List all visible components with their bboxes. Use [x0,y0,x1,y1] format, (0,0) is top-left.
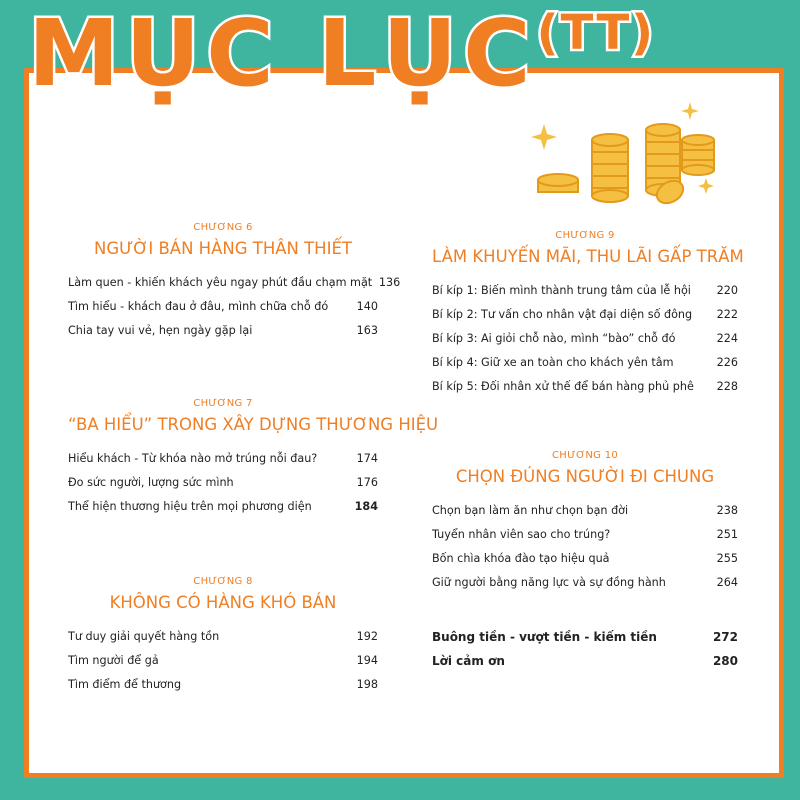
toc-entry[interactable] [68,452,378,476]
entry-page: 174 [356,452,378,465]
toc-entry[interactable] [68,500,378,524]
toc-entry[interactable] [68,630,378,654]
entry-page: 136 [378,276,401,289]
toc-entry[interactable] [432,528,738,552]
toc-entry[interactable] [432,630,738,654]
entry-page: 220 [716,284,738,297]
entry-page: 264 [716,576,738,589]
chapter-6-section [68,222,401,348]
entry-text: Bí kíp 2: Tư vấn cho nhân vật đại diện số đông [432,308,693,321]
chapter-label: CHƯƠNG 7 [193,398,253,409]
entry-page: 251 [716,528,738,541]
entry-page: 238 [716,504,738,517]
chapter-label: CHƯƠNG 10 [551,450,619,461]
chapter-8-section [68,576,378,702]
entry-page: 280 [712,654,738,668]
chapter-9-section [432,230,744,404]
entry-page: 228 [716,380,738,393]
toc-entry[interactable] [432,332,738,356]
chapter-title: LÀM KHUYẾN MÃI, THU LÃI GẤP TRĂM [432,247,744,266]
chapter-label: CHƯƠNG 9 [555,230,615,241]
entry-text: Buông tiền - vượt tiền - kiếm tiền [432,630,657,644]
toc-entry[interactable] [68,678,378,702]
entry-text: Tư duy giải quyết hàng tồn [68,630,220,643]
entry-page: 184 [354,500,378,513]
entry-text: Bí kíp 5: Đối nhân xử thế để bán hàng phủ phê [432,380,694,393]
extras-section [432,630,738,678]
toc-entry[interactable] [432,284,738,308]
title-main: MỤC LỤC [28,0,537,107]
toc-entry[interactable] [68,476,378,500]
chapter-7-section [68,398,439,524]
chapter-title: NGƯỜI BÁN HÀNG THÂN THIẾT [94,239,352,258]
toc-entry[interactable] [432,552,738,576]
chapter-title: KHÔNG CÓ HÀNG KHÓ BÁN [109,593,337,612]
entry-text: Bí kíp 4: Giữ xe an toàn cho khách yên tâm [432,356,674,369]
title-sub: (TT) [536,5,656,61]
toc-entry[interactable] [68,654,378,678]
toc-entry[interactable] [68,324,378,348]
chapter-10-section [432,450,738,600]
entry-text: Tìm hiểu - khách đau ở đâu, mình chữa chỗ đó [68,300,329,313]
entry-text: Giữ người bằng năng lực và sự đồng hành [432,576,666,589]
entry-text: Tìm người để gả [68,654,159,667]
entry-text: Bí kíp 3: Ai giỏi chỗ nào, mình “bào” chỗ đó [432,332,676,345]
toc-entry[interactable] [432,654,738,678]
entry-text: Bốn chìa khóa đào tạo hiệu quả [432,552,610,565]
entry-page: 140 [356,300,378,313]
toc-entry[interactable] [68,300,378,324]
entry-text: Hiểu khách - Từ khóa nào mở trúng nỗi đau? [68,452,318,465]
entry-page: 224 [716,332,738,345]
chapter-label: CHƯƠNG 6 [193,222,253,233]
entry-page: 272 [712,630,738,644]
entry-text: Chọn bạn làm ăn như chọn bạn đời [432,504,629,517]
entry-page: 163 [356,324,378,337]
entry-text: Thể hiện thương hiệu trên mọi phương diện [68,500,312,513]
page-title [28,0,656,107]
toc-entry[interactable] [432,576,738,600]
toc-entry[interactable] [432,356,738,380]
toc-entry[interactable] [432,504,738,528]
chapter-title: CHỌN ĐÚNG NGƯỜI ĐI CHUNG [455,467,715,486]
entry-text: Đo sức người, lượng sức mình [68,476,234,489]
entry-page: 222 [716,308,738,321]
entry-text: Tuyển nhân viên sao cho trúng? [432,528,611,541]
entry-page: 226 [716,356,738,369]
entry-text: Tìm điểm để thương [68,678,182,691]
coins-stack-icon [530,100,720,210]
entry-text: Chia tay vui vẻ, hẹn ngày gặp lại [68,324,253,337]
toc-entry[interactable] [432,308,738,332]
toc-entry[interactable] [432,380,738,404]
toc-entry[interactable] [68,276,401,300]
entry-page: 176 [356,476,378,489]
entry-text: Bí kíp 1: Biến mình thành trung tâm của lễ hội [432,284,691,297]
entry-page: 194 [356,654,378,667]
chapter-title: “BA HIỂU” TRONG XÂY DỰNG THƯƠNG HIỆU [68,415,439,434]
entry-page: 255 [716,552,738,565]
entry-text: Lời cảm ơn [432,654,505,668]
entry-page: 192 [356,630,378,643]
chapter-label: CHƯƠNG 8 [193,576,253,587]
entry-text: Làm quen - khiến khách yêu ngay phút đầu chạm mặt [68,276,373,289]
entry-page: 198 [356,678,378,691]
